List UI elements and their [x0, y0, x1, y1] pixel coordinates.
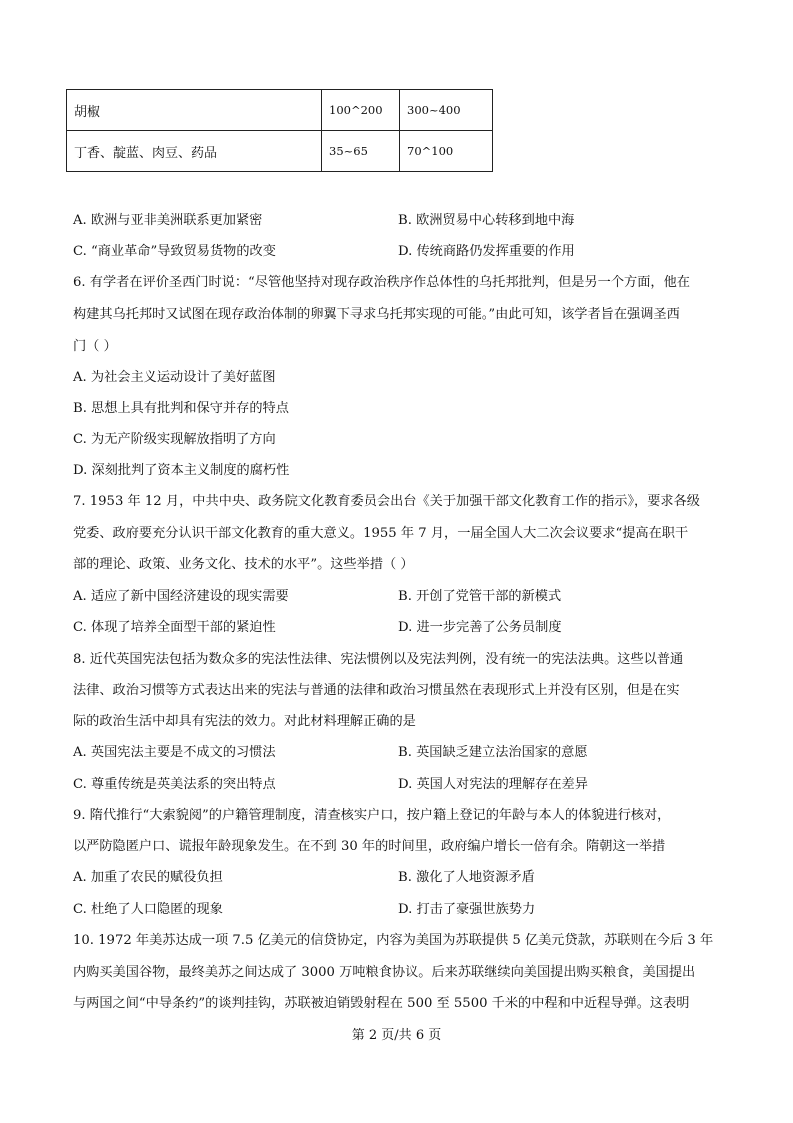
q9-option-d: D. 打击了豪强世族势力	[398, 902, 536, 917]
q7-option-d: D. 进一步完善了公务员制度	[398, 620, 562, 635]
q8-option-a: A. 英国宪法主要是不成文的习惯法	[73, 745, 276, 760]
q8-option-b: B. 英国缺乏建立法治国家的意愿	[398, 745, 588, 760]
q9-stem-line2: 以严防隐匿户口、谎报年龄现象发生。在不到 30 年的时间里，政府编户增长一倍有余。隋朝这一举措	[73, 839, 666, 854]
q5-option-c: C. “商业革命”导致贸易货物的改变	[73, 244, 276, 259]
q9-option-b: B. 激化了人地资源矛盾	[398, 870, 535, 885]
table-cell: 70^100	[400, 131, 493, 172]
spice-price-table	[66, 89, 493, 172]
q7-option-b: B. 开创了党管干部的新模式	[398, 589, 562, 604]
q9-option-c: C. 杜绝了人口隐匿的现象	[73, 902, 223, 917]
q8-stem-line3: 际的政治生活中却具有宪法的效力。对此材料理解正确的是	[73, 714, 416, 729]
q10-stem-line1: 10. 1972 年美苏达成一项 7.5 亿美元的信贷协定，内容为美国为苏联提供 5 亿美元贷款，苏联则在今后 3 年	[73, 933, 714, 948]
table-cell: 100^200	[322, 90, 400, 131]
q5-option-a: A. 欧洲与亚非美洲联系更加紧密	[73, 213, 263, 228]
q8-stem-line1: 8. 近代英国宪法包括为数众多的宪法性法律、宪法惯例以及宪法判例，没有统一的宪法法典。这些以普通	[73, 652, 684, 667]
q6-option-d: D. 深刻批判了资本主义制度的腐朽性	[73, 463, 290, 478]
q8-option-d: D. 英国人对宪法的理解存在差异	[398, 777, 588, 792]
q9-option-a: A. 加重了农民的赋役负担	[73, 870, 223, 885]
q7-stem-line1: 7. 1953 年 12 月，中共中央、政务院文化教育委员会出台《关于加强干部文化教育工作的指示》，要求各级	[73, 494, 700, 509]
q6-stem-line1: 6. 有学者在评价圣西门时说：“尽管他坚持对现存政治秩序作总体性的乌托邦批判，但是另一个方面，他在	[73, 275, 690, 290]
table-cell: 丁香、靛蓝、肉豆、药品	[67, 131, 322, 172]
q10-stem-line2: 内购买美国谷物，最终美苏之间达成了 3000 万吨粮食协议。后来苏联继续向美国提出购买粮食，美国提出	[73, 965, 696, 980]
table-cell: 300~400	[400, 90, 493, 131]
table-cell: 35~65	[322, 131, 400, 172]
table-row	[67, 131, 493, 172]
q6-option-b: B. 思想上具有批判和保守并存的特点	[73, 401, 289, 416]
q7-stem-line3: 部的理论、政策、业务文化、技术的水平”。这些举措（ ）	[73, 557, 414, 572]
page-number: 第 2 页/共 6 页	[351, 1028, 442, 1043]
q7-option-a: A. 适应了新中国经济建设的现实需要	[73, 589, 289, 604]
q8-option-c: C. 尊重传统是英美法系的突出特点	[73, 777, 276, 792]
q6-stem-line2: 构建其乌托邦时又试图在现存政治体制的卵翼下寻求乌托邦实现的可能。”由此可知，该学者旨在强调圣西	[73, 307, 680, 322]
q9-stem-line1: 9. 隋代推行“大索貌阅”的户籍管理制度，清查核实户口，按户籍上登记的年龄与本人的体貌进行核对，	[73, 808, 671, 823]
q7-stem-line2: 党委、政府要充分认识干部文化教育的重大意义。1955 年 7 月，一届全国人大二次会议要求“提高在职干	[73, 526, 689, 541]
q5-option-d: D. 传统商路仍发挥重要的作用	[398, 244, 575, 259]
table-row	[67, 90, 493, 131]
q5-option-b: B. 欧洲贸易中心转移到地中海	[398, 213, 575, 228]
q10-stem-line3: 与两国之间“中导条约”的谈判挂钩，苏联被迫销毁射程在 500 至 5500 千米的中程和中近程导弹。这表明	[73, 996, 690, 1011]
q7-option-c: C. 体现了培养全面型干部的紧迫性	[73, 620, 276, 635]
q8-stem-line2: 法律、政治习惯等方式表达出来的宪法与普通的法律和政治习惯虽然在表现形式上并没有区别，但是在实	[73, 683, 680, 698]
q6-option-a: A. 为社会主义运动设计了美好蓝图	[73, 370, 276, 385]
q6-stem-line3: 门（ ）	[73, 339, 117, 354]
q6-option-c: C. 为无产阶级实现解放指明了方向	[73, 432, 276, 447]
table-cell: 胡椒	[67, 90, 322, 131]
